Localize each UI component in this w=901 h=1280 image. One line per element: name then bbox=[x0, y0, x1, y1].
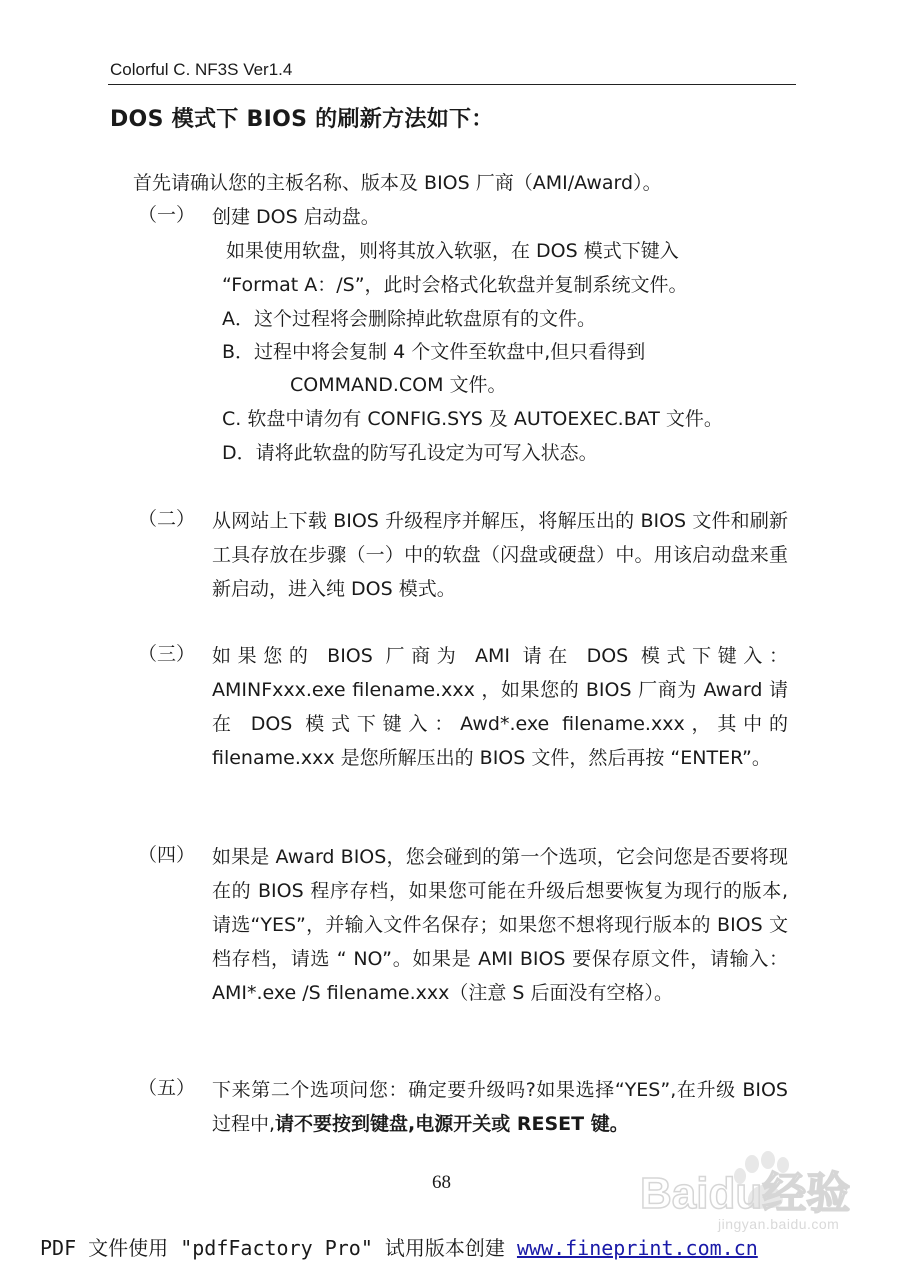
step4-number: （四） bbox=[138, 844, 196, 866]
step5-number: （五） bbox=[138, 1077, 196, 1099]
step1-item-b: B．过程中将会复制 4 个文件至软盘中,但只看得到 bbox=[222, 341, 646, 363]
step1-number: （一） bbox=[138, 204, 196, 226]
step5-warning: 请不要按到键盘,电源开关或 RESET 键。 bbox=[275, 1113, 629, 1135]
page-number: 68 bbox=[432, 1172, 451, 1193]
step1-line1: 如果使用软盘，则将其放入软驱，在 DOS 模式下键入 bbox=[226, 240, 679, 262]
baidu-watermark-logo bbox=[640, 1148, 850, 1222]
pdf-footer bbox=[40, 1232, 758, 1261]
step1-item-a: A．这个过程将会删除掉此软盘原有的文件。 bbox=[222, 308, 596, 330]
step2-paragraph: 从网站上下载 BIOS 升级程序并解压，将解压出的 BIOS 文件和刷新工具存放在步骤（一）中的软盘（闪盘或硬盘）中。用该启动盘来重新启动，进入纯 DOS 模式。 bbox=[212, 510, 788, 600]
header-rule bbox=[108, 84, 796, 85]
step1-line2: “Format A：/S”，此时会格式化软盘并复制系统文件。 bbox=[222, 274, 688, 296]
document-header: Colorful C. NF3S Ver1.4 bbox=[110, 60, 293, 79]
step1-item-d: D．请将此软盘的防写孔设定为可写入状态。 bbox=[222, 442, 598, 464]
step4-paragraph: 如果是 Award BIOS，您会碰到的第一个选项，它会问您是否要将现在的 BIOS 程序存档，如果您可能在升级后想要恢复为现行的版本,请选“YES”，并输入文件名保存；如果您不想将现行版本的 BIOS 文档存档，请选 “ NO”。如果是 AMI BIOS 要保存原文件，请输入：AMI*.exe /S filename.xxx（注意 S 后面没有空格）。 bbox=[212, 846, 788, 1004]
step3-paragraph: 如果您的 BIOS 厂商为 AMI 请在 DOS 模式下键入：AMINFxxx.exe filename.xxx ，如果您的 BIOS 厂商为 Award 请在 DOS 模式下键入：Awd*.exe filename.xxx，其中的 filename.xxx 是您所解压出的 BIOS 文件，然后再按 “ENTER”。 bbox=[212, 645, 788, 769]
page-title: DOS 模式下 BIOS 的刷新方法如下： bbox=[110, 107, 494, 132]
step2-number: （二） bbox=[138, 508, 196, 530]
baidu-paw-icon bbox=[640, 1148, 850, 1218]
watermark-logo-text: Baidu经验 bbox=[640, 1169, 850, 1218]
intro-paragraph: 首先请确认您的主板名称、版本及 BIOS 厂商（AMI/Award）。 bbox=[133, 172, 662, 194]
step5-text: 下来第二个选项问您：确定要升级吗?如果选择“YES”,在升级 BIOS 过程中, bbox=[212, 1079, 788, 1135]
step1-item-c: C. 软盘中请勿有 CONFIG.SYS 及 AUTOEXEC.BAT 文件。 bbox=[222, 408, 723, 430]
footer-text: PDF 文件使用 "pdfFactory Pro" 试用版本创建 bbox=[40, 1236, 505, 1260]
step1-item-b-cont: COMMAND.COM 文件。 bbox=[290, 374, 507, 396]
fineprint-link[interactable]: www.fineprint.com.cn bbox=[516, 1236, 758, 1260]
watermark-url: jingyan.baidu.com bbox=[718, 1216, 840, 1232]
step3-number: （三） bbox=[138, 643, 196, 665]
step1-heading: 创建 DOS 启动盘。 bbox=[212, 206, 380, 228]
step5-paragraph bbox=[212, 1073, 788, 1141]
